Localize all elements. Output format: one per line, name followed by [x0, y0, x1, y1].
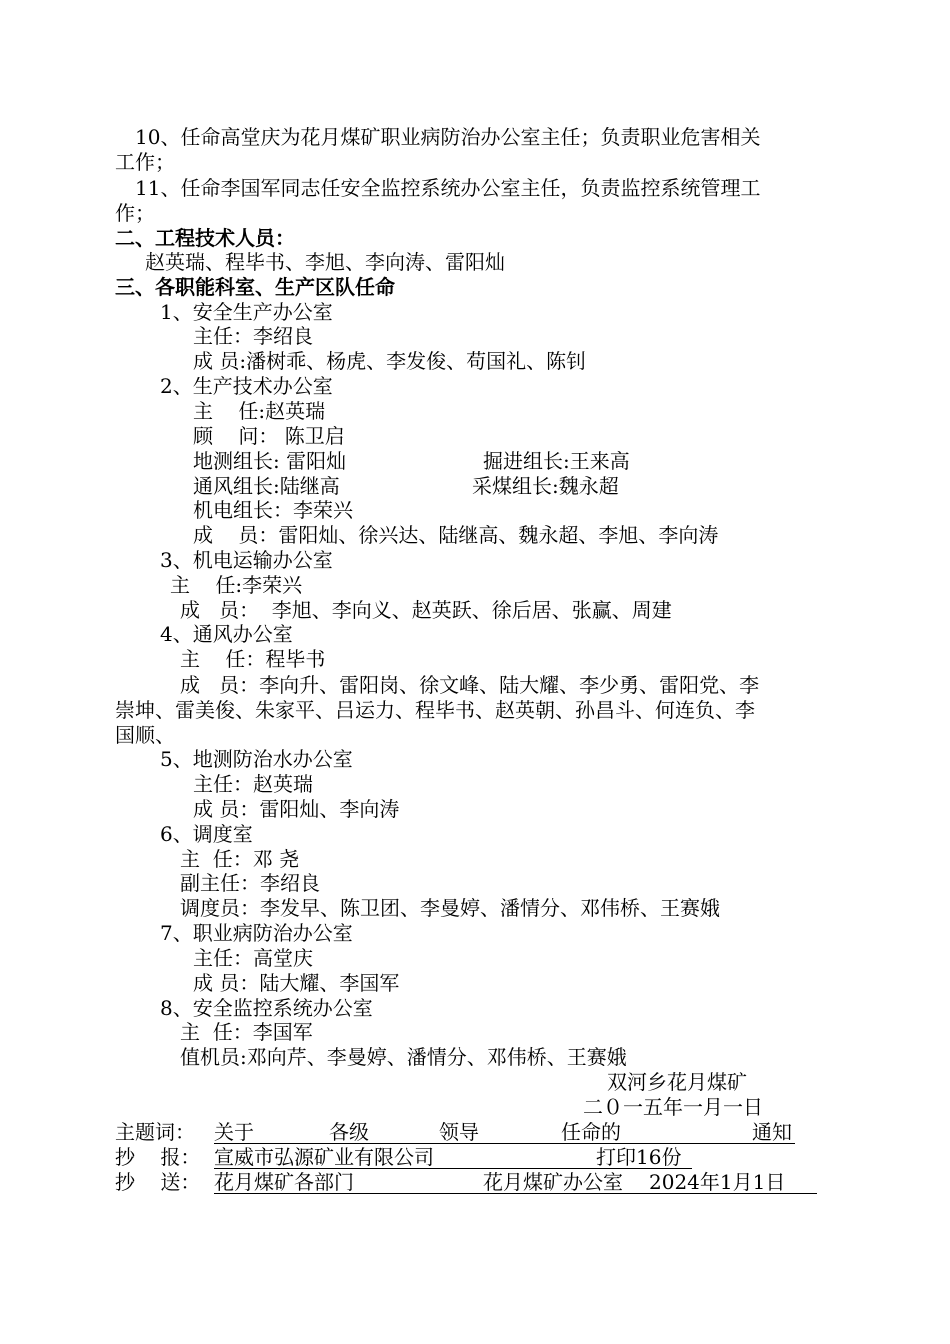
dept-8-operators: 值机员:邓向芹、李曼婷、潘情分、邓伟桥、王赛娥: [180, 1045, 627, 1069]
dept-2-electromech-lead: 机电组长：李荣兴: [193, 498, 353, 522]
dept-2-director: 主 任:赵英瑞: [193, 399, 326, 423]
section-3-heading: 三、各职能科室、生产区队任命: [115, 275, 395, 299]
item-10-line2: 工作；: [115, 150, 175, 174]
signature-date: 二０一五年一月一日: [583, 1095, 763, 1119]
issuer: 花月煤矿办公室: [483, 1170, 623, 1194]
dept-2-mining-lead: 采煤组长:魏永超: [472, 474, 619, 498]
item-11-line1: 11、任命李国军同志任安全监控系统办公室主任，负责监控系统管理工: [135, 176, 761, 200]
dept-6-title: 6、调度室: [160, 822, 253, 846]
dept-4-title: 4、通风办公室: [160, 622, 293, 646]
dept-4-members-line1: 成 员：李向升、雷阳岗、徐文峰、陆大耀、李少勇、雷阳党、李: [180, 673, 760, 697]
dept-5-title: 5、地测防治水办公室: [160, 747, 353, 771]
dept-6-dispatchers: 调度员：李发早、陈卫团、李曼婷、潘情分、邓伟桥、王赛娥: [180, 896, 720, 920]
dept-2-ventilation-lead: 通风组长:陆继高: [193, 474, 340, 498]
signature-org: 双河乡花月煤矿: [607, 1070, 747, 1094]
subject-word-leaders: 领导: [439, 1120, 479, 1144]
dept-5-members: 成 员：雷阳灿、李向涛: [193, 797, 400, 821]
item-10-line1: 10、任命高堂庆为花月煤矿职业病防治办公室主任；负责职业危害相关: [135, 125, 761, 149]
issue-date: 2024年1月1日: [649, 1170, 786, 1194]
dept-8-director: 主 任：李国军: [180, 1020, 313, 1044]
send-label: 抄 送：: [115, 1170, 201, 1194]
dept-6-deputy-director: 副主任：李绍良: [180, 871, 320, 895]
dept-7-title: 7、职业病防治办公室: [160, 921, 353, 945]
subject-underline: [214, 1143, 795, 1144]
dept-5-director: 主任：赵英瑞: [193, 772, 313, 796]
send-recipient: 花月煤矿各部门: [214, 1170, 354, 1194]
engineer-names: 赵英瑞、程毕书、李旭、李向涛、雷阳灿: [145, 250, 505, 274]
dept-1-director: 主任：李绍良: [193, 324, 313, 348]
dept-3-title: 3、机电运输办公室: [160, 548, 333, 572]
subject-word-notice: 通知: [752, 1120, 792, 1144]
section-2-heading: 二、工程技术人员：: [115, 226, 295, 250]
item-11-line2: 作；: [115, 201, 155, 225]
dept-4-director: 主 任：程毕书: [180, 647, 326, 671]
dept-3-members: 成 员： 李旭、李向义、赵英跃、徐后居、张赢、周建: [180, 598, 672, 622]
subject-label: 主题词：: [115, 1120, 195, 1144]
dept-2-title: 2、生产技术办公室: [160, 374, 333, 398]
dept-4-members-line3: 国顺、: [115, 723, 175, 747]
subject-word-about: 关于: [214, 1120, 254, 1144]
dept-7-director: 主任：高堂庆: [193, 946, 313, 970]
dept-8-title: 8、安全监控系统办公室: [160, 996, 373, 1020]
report-recipient: 宣威市弘源矿业有限公司: [214, 1145, 434, 1169]
dept-3-director: 主 任:李荣兴: [170, 573, 303, 597]
print-count: 打印16份: [596, 1145, 682, 1169]
dept-2-members: 成 员：雷阳灿、徐兴达、陆继高、魏永超、李旭、李向涛: [193, 523, 719, 547]
dept-7-members: 成 员：陆大耀、李国军: [193, 971, 400, 995]
dept-6-director: 主 任：邓 尧: [180, 847, 300, 871]
dept-1-members: 成 员:潘树乖、杨虎、李发俊、苟国礼、陈钊: [193, 349, 587, 373]
dept-4-members-line2: 崇坤、雷美俊、朱家平、吕运力、程毕书、赵英朝、孙昌斗、何连负、李: [115, 698, 755, 722]
subject-word-levels: 各级: [329, 1120, 369, 1144]
dept-1-title: 1、安全生产办公室: [160, 300, 333, 324]
dept-2-advisor: 顾 问： 陈卫启: [193, 424, 345, 448]
subject-word-appointment: 任命的: [561, 1120, 621, 1144]
dept-2-tunneling-lead: 掘进组长:王来高: [483, 449, 630, 473]
dept-2-survey-lead: 地测组长: 雷阳灿: [193, 449, 347, 473]
report-label: 抄 报：: [115, 1145, 201, 1169]
